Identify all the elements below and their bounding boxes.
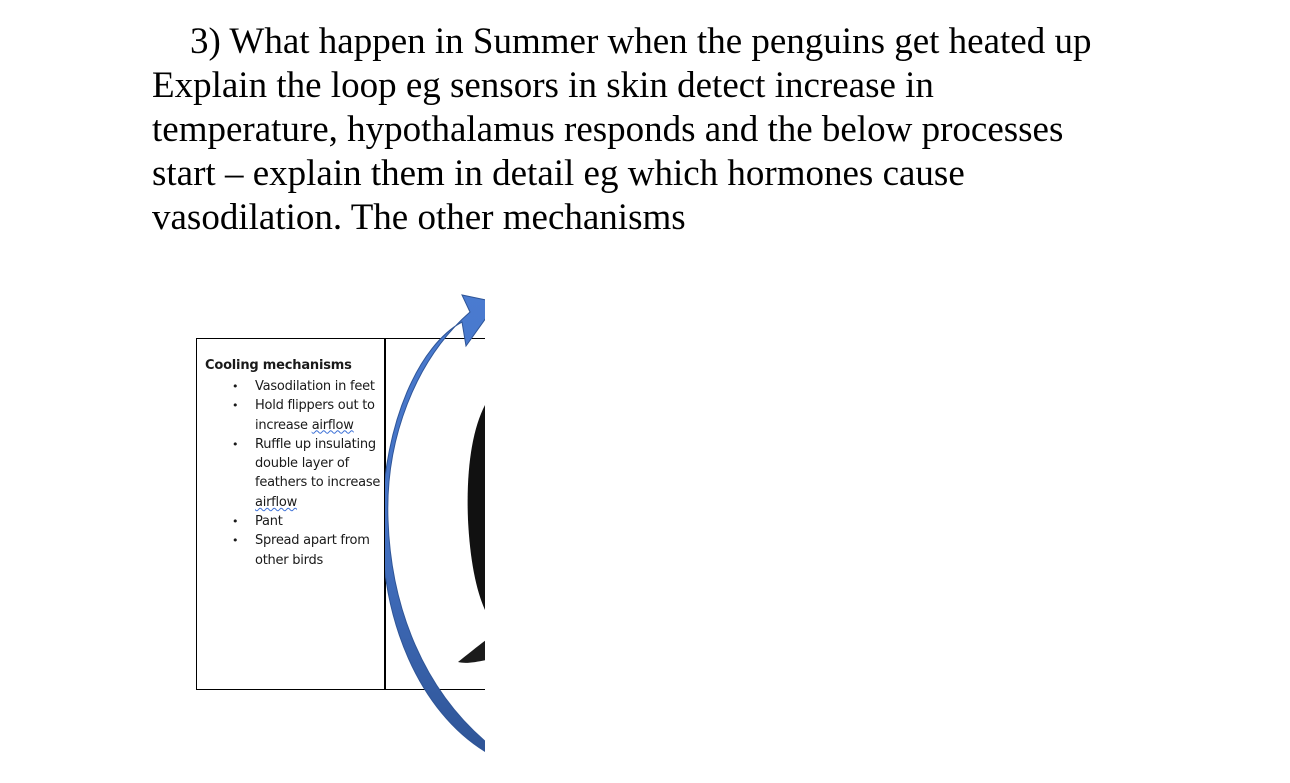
- list-item-text: Pant: [255, 514, 283, 530]
- list-item: [197, 512, 386, 531]
- bullet-icon: •: [232, 515, 239, 529]
- question-line-3: temperature, hypothalamus responds and the below processes: [152, 109, 1064, 150]
- bullet-icon: •: [232, 534, 239, 548]
- bullet-icon: •: [232, 437, 239, 451]
- mechanisms-list: [197, 377, 386, 570]
- list-item: [197, 435, 386, 512]
- question-line-2: Explain the loop eg sensors in skin detect increase in: [152, 65, 934, 106]
- list-item-text: Spread apart from other birds: [255, 533, 370, 568]
- list-item-text: Hold flippers out to increase: [255, 398, 375, 433]
- list-item: [197, 396, 386, 435]
- question-line-4: start – explain them in detail eg which hormones cause: [152, 153, 965, 194]
- list-item: [197, 377, 386, 396]
- question-text: [152, 20, 1152, 240]
- list-item-text: Ruffle up insulating double layer of feathers to increase: [255, 436, 381, 491]
- spellcheck-word: airflow: [311, 417, 354, 433]
- list-item-text: Vasodilation in feet: [255, 379, 375, 394]
- bullet-icon: •: [232, 380, 239, 393]
- bullet-icon: •: [232, 399, 239, 413]
- spellcheck-word: airflow: [255, 494, 297, 510]
- box-title: Cooling mechanisms: [205, 358, 352, 373]
- cooling-mechanisms-box: [196, 338, 385, 690]
- diagram-frame: [385, 338, 485, 690]
- question-line-5: vasodilation. The other mechanisms: [152, 197, 686, 238]
- list-item: [197, 531, 386, 570]
- question-line-1: 3) What happen in Summer when the penguins get heated up: [190, 21, 1092, 62]
